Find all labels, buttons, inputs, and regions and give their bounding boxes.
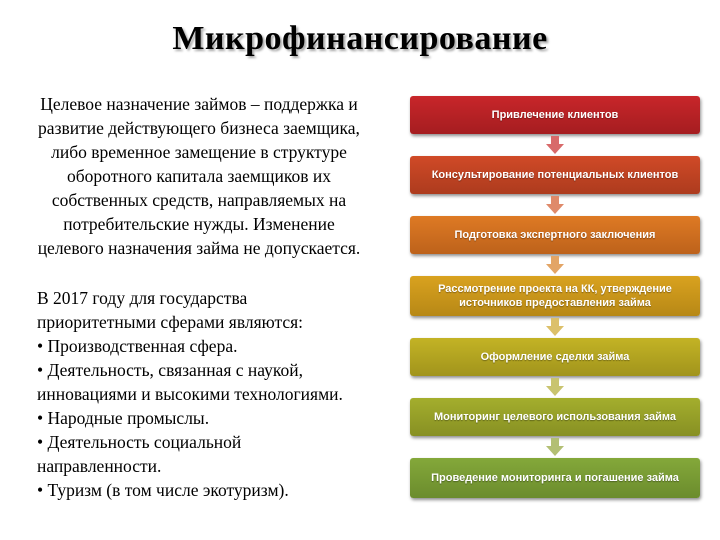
priorities-line: • Деятельность социальной: [37, 432, 242, 452]
priorities-line: • Деятельность, связанная с наукой,: [37, 360, 303, 380]
priorities-line: инновациями и высокими технологиями.: [37, 384, 343, 404]
flow-step-loan-deal: Оформление сделки займа: [410, 338, 700, 376]
down-arrow-icon: [546, 256, 564, 274]
priorities-line: • Народные промыслы.: [37, 408, 210, 428]
flow-step-monitoring-repayment: Проведение мониторинга и погашение займа: [410, 458, 700, 498]
priorities-line: • Производственная сфера.: [37, 336, 238, 356]
flow-step-attract-clients: Привлечение клиентов: [410, 96, 700, 134]
purpose-line: потребительские нужды. Изменение: [63, 214, 335, 234]
down-arrow-icon: [546, 438, 564, 456]
down-arrow-icon: [546, 318, 564, 336]
purpose-line: целевого назначения займа не допускается.: [37, 238, 361, 258]
priorities-line: • Туризм (в том числе экотуризм).: [37, 480, 289, 500]
down-arrow-icon: [546, 378, 564, 396]
flow-step-committee-review: Рассмотрение проекта на КК, утверждение источников предоставления займа: [410, 276, 700, 316]
down-arrow-icon: [546, 136, 564, 154]
down-arrow-icon: [546, 196, 564, 214]
priorities-list: [37, 286, 397, 502]
flow-step-consulting: Консультирование потенциальных клиентов: [410, 156, 700, 194]
priorities-line: направленности.: [37, 456, 162, 476]
purpose-text: [4, 92, 394, 260]
priorities-line: В 2017 году для государства: [37, 288, 248, 308]
purpose-line: собственных средств, направляемых на: [51, 190, 347, 210]
purpose-line: Целевое назначение займов – поддержка и: [40, 94, 358, 114]
purpose-line: либо временное замещение в структуре: [51, 142, 347, 162]
flow-step-target-monitoring: Мониторинг целевого использования займа: [410, 398, 700, 436]
purpose-line: развитие действующего бизнеса заемщика,: [38, 118, 360, 138]
priorities-line: приоритетными сферами являются:: [37, 312, 304, 332]
process-flowchart: [410, 96, 702, 506]
flow-step-expert-conclusion: Подготовка экспертного заключения: [410, 216, 700, 254]
purpose-line: оборотного капитала заемщиков их: [67, 166, 331, 186]
page-title: Микрофинансирование: [172, 20, 548, 57]
